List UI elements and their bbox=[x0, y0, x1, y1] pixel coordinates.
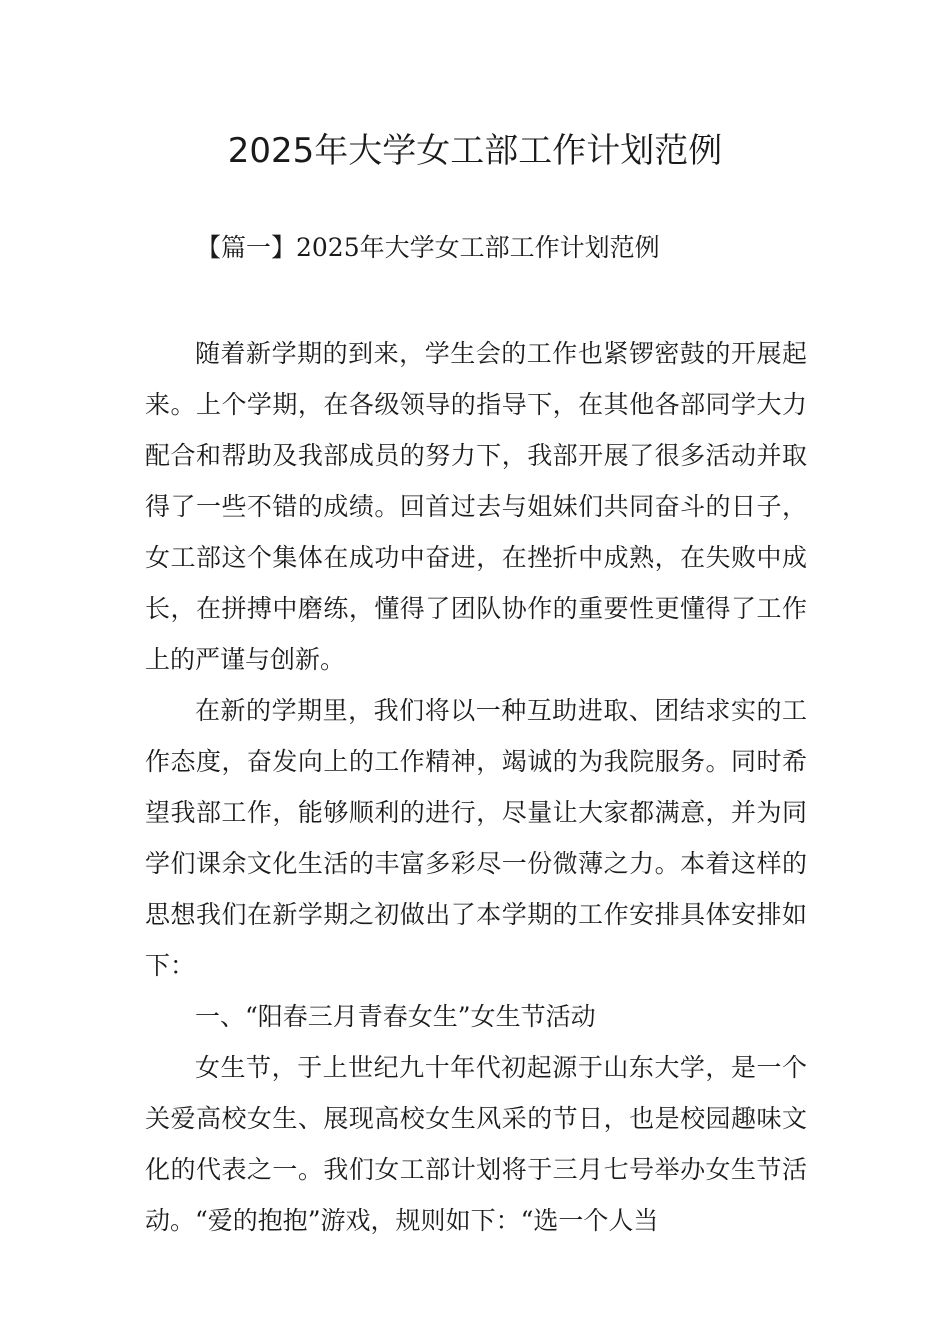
paragraph-item-heading: 一、“阳春三月青春女生”女生节活动 bbox=[195, 1002, 596, 1031]
body-text bbox=[145, 328, 807, 1246]
document-title: 2025年大学女工部工作计划范例 bbox=[227, 131, 723, 171]
paragraph-womens-day: 女生节，于上世纪九十年代初起源于山东大学，是一个关爱高校女生、展现高校女生风采的节日，也是校园趣味文化的代表之一。我们女工部计划将于三月七号举办女生节活动。“爱的抱抱”游戏，规则如下：“选一个人当 bbox=[145, 1053, 807, 1235]
paragraph-intro: 随着新学期的到来，学生会的工作也紧锣密鼓的开展起来。上个学期，在各级领导的指导下，在其他各部同学大力配合和帮助及我部成员的努力下，我部开展了很多活动并取得了一些不错的成绩。回首过去与姐妹们共同奋斗的日子，女工部这个集体在成功中奋进，在挫折中成熟，在失败中成长，在拼搏中磨练，懂得了团队协作的重要性更懂得了工作上的严谨与创新。 bbox=[145, 339, 807, 674]
paragraph-plan: 在新的学期里，我们将以一种互助进取、团结求实的工作态度，奋发向上的工作精神，竭诚的为我院服务。同时希望我部工作，能够顺利的进行，尽量让大家都满意，并为同学们课余文化生活的丰富多彩尽一份微薄之力。本着这样的思想我们在新学期之初做出了本学期的工作安排具体安排如下： bbox=[145, 696, 807, 980]
section-heading: 【篇一】2025年大学女工部工作计划范例 bbox=[196, 233, 660, 262]
